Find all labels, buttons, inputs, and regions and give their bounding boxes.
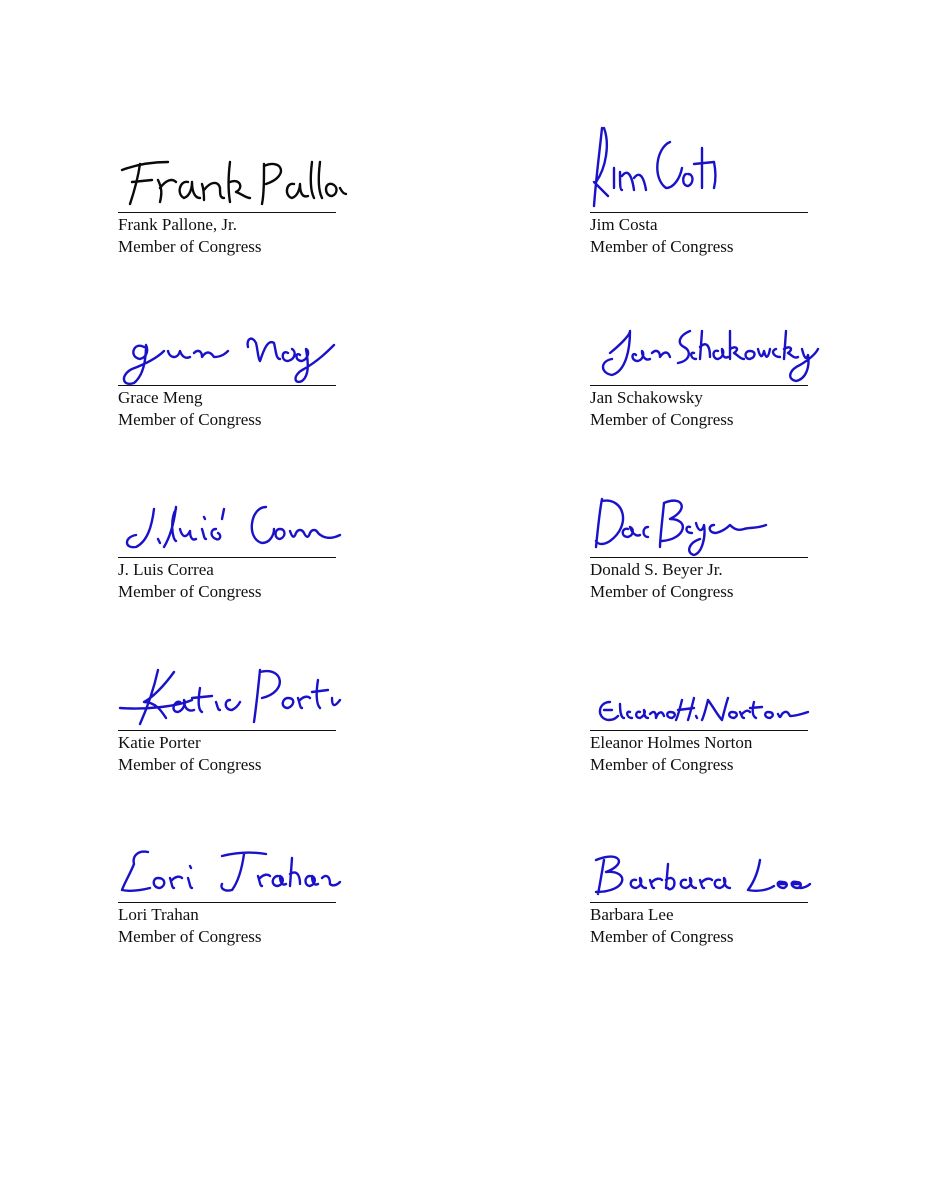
signer-title: Member of Congress [590, 237, 734, 256]
signer-name: Frank Pallone, Jr. [118, 215, 237, 234]
handwritten-signature [590, 291, 820, 381]
signer-title: Member of Congress [118, 927, 262, 946]
handwritten-signature [118, 291, 348, 381]
signature-line [590, 730, 808, 731]
handwritten-signature [118, 463, 348, 553]
signature-block-correa [118, 557, 348, 603]
signer-name: Jan Schakowsky [590, 388, 703, 407]
handwritten-signature [590, 118, 820, 208]
signature-block-beyer [590, 557, 820, 603]
signature-block-costa [590, 212, 820, 258]
signature-block-porter [118, 730, 348, 776]
signer-title: Member of Congress [590, 410, 734, 429]
signer-name: J. Luis Correa [118, 560, 214, 579]
signer-name: Eleanor Holmes Norton [590, 733, 753, 752]
signer-name: Barbara Lee [590, 905, 674, 924]
handwritten-signature [590, 636, 820, 726]
handwritten-signature [590, 808, 820, 898]
signature-block-lee [590, 902, 820, 948]
signature-line [590, 557, 808, 558]
handwritten-signature [590, 463, 820, 553]
signature-line [590, 902, 808, 903]
signer-name: Grace Meng [118, 388, 203, 407]
signer-title: Member of Congress [590, 927, 734, 946]
signature-line [118, 212, 336, 213]
signature-block-schakowsky [590, 385, 820, 431]
signer-name: Donald S. Beyer Jr. [590, 560, 723, 579]
signer-title: Member of Congress [118, 755, 262, 774]
handwritten-signature [118, 118, 348, 208]
signature-line [590, 385, 808, 386]
handwritten-signature [118, 636, 348, 726]
signer-name: Lori Trahan [118, 905, 199, 924]
signer-title: Member of Congress [118, 237, 262, 256]
signature-line [118, 557, 336, 558]
signer-title: Member of Congress [118, 410, 262, 429]
signer-name: Jim Costa [590, 215, 658, 234]
signature-block-meng [118, 385, 348, 431]
signature-line [118, 902, 336, 903]
signer-title: Member of Congress [590, 755, 734, 774]
handwritten-signature [118, 808, 348, 898]
signature-line [118, 730, 336, 731]
signature-block-pallone [118, 212, 348, 258]
signer-title: Member of Congress [118, 582, 262, 601]
signature-line [590, 212, 808, 213]
signature-block-trahan [118, 902, 348, 948]
signature-block-norton [590, 730, 820, 776]
signer-name: Katie Porter [118, 733, 201, 752]
signature-line [118, 385, 336, 386]
signer-title: Member of Congress [590, 582, 734, 601]
